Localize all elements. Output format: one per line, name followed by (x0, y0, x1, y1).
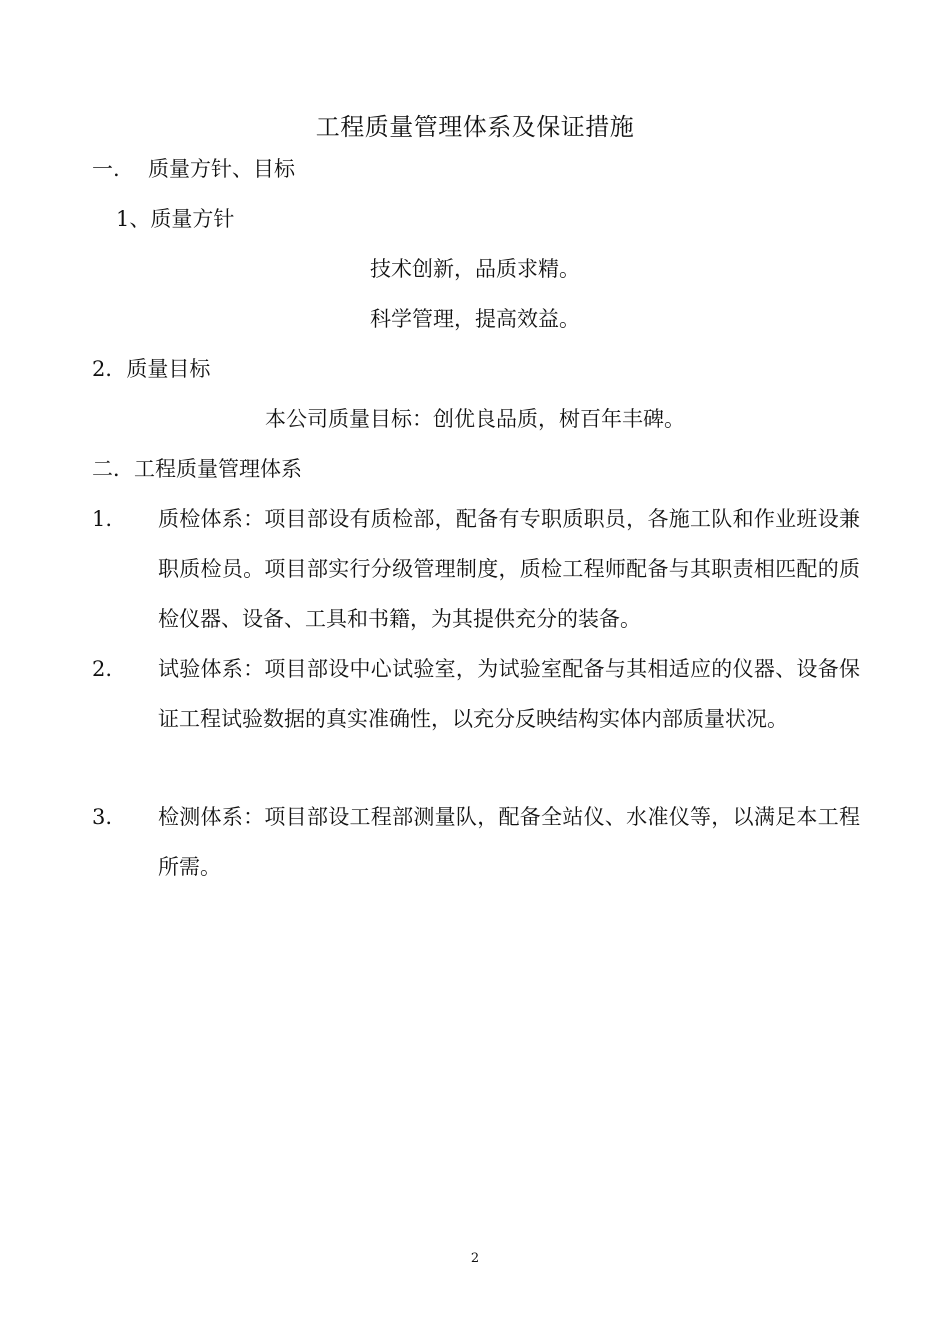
document-title: 工程质量管理体系及保证措施 (315, 113, 635, 141)
page-number: 2 (470, 1251, 480, 1266)
item-1-text: 质检体系：项目部设有质检部，配备有专职质职员，各施工队和作业班设兼职质检员。项目部实行分级管理制度，质检工程师配备与其职责相匹配的质检仪器、设备、工具和书籍，为其提供充分的装备。 (158, 507, 860, 631)
item-3-number: 3. (92, 805, 113, 829)
policy-line-1: 技术创新，品质求精。 (370, 257, 580, 281)
subsection-quality-policy: 1、质量方针 (116, 207, 235, 231)
section-1-heading: 质量方针、目标 (148, 157, 295, 181)
quality-goal-text: 本公司质量目标：创优良品质，树百年丰碑。 (265, 407, 685, 431)
section-2-heading: 二．工程质量管理体系 (92, 457, 302, 481)
item-2-number: 2. (92, 657, 113, 681)
section-1-number: 一. (92, 157, 120, 181)
item-3-text: 检测体系：项目部设工程部测量队，配备全站仪、水准仪等，以满足本工程所需。 (158, 805, 860, 879)
item-1-number: 1. (92, 507, 113, 531)
policy-line-2: 科学管理，提高效益。 (370, 307, 580, 331)
subsection-quality-goal: 2．质量目标 (92, 357, 211, 381)
item-2-text: 试验体系：项目部设中心试验室，为试验室配备与其相适应的仪器、设备保证工程试验数据的真实准确性，以充分反映结构实体内部质量状况。 (158, 657, 860, 731)
